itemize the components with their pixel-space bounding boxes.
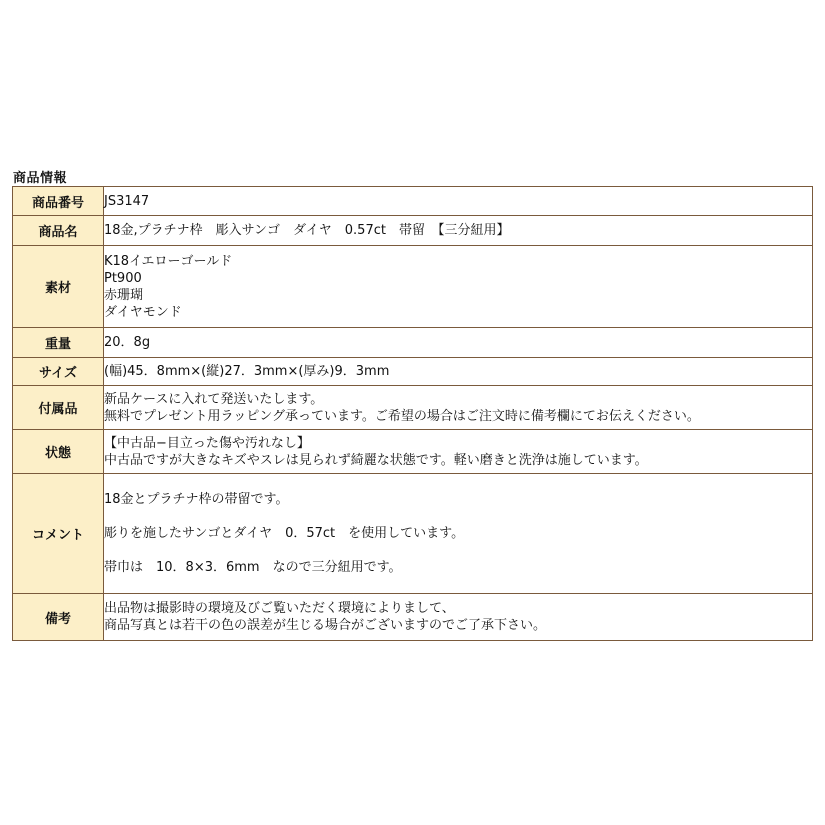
row-comment: [13, 474, 813, 594]
row-material: [13, 246, 813, 328]
row-notes: [13, 594, 813, 641]
value-comment: [104, 474, 813, 594]
value-line: 新品ケースに入れて発送いたします。: [104, 391, 324, 407]
value-notes: [104, 594, 813, 641]
row-product-number: [13, 187, 813, 216]
label-material: 素材: [13, 246, 104, 328]
row-weight: [13, 328, 813, 358]
value-line: JS3147: [104, 193, 150, 209]
value-product-name: [104, 216, 813, 246]
value-line: 【中古品−目立った傷や汚れなし】: [104, 435, 310, 451]
value-line: 彫りを施したサンゴとダイヤ 0．57ct を使用しています。: [104, 526, 465, 541]
value-line: 無料でプレゼント用ラッピング承っています。ご希望の場合はご注文時に備考欄にてお伝えください。: [104, 408, 700, 424]
value-condition: [104, 430, 813, 474]
value-line: 商品写真とは若干の色の誤差が生じる場合がございますのでご了承下さい。: [104, 618, 547, 633]
value-line: 中古品ですが大きなキズやスレは見られず綺麗な状態です。軽い磨きと洗浄は施しています。: [104, 452, 648, 468]
value-line: ダイヤモンド: [104, 304, 182, 320]
value-weight: [104, 328, 813, 358]
row-accessories: [13, 386, 813, 430]
label-product-number: 商品番号: [13, 187, 104, 216]
row-condition: [13, 430, 813, 474]
value-accessories: [104, 386, 813, 430]
row-product-name: [13, 216, 813, 246]
label-weight: 重量: [13, 328, 104, 358]
section-title: 商品情報: [13, 171, 68, 186]
product-info-table: [12, 186, 813, 641]
value-line: 18金とプラチナ枠の帯留です。: [104, 492, 289, 507]
value-line: 赤珊瑚: [104, 287, 144, 303]
value-line: 出品物は撮影時の環境及びご覧いただく環境によりまして、: [104, 601, 455, 616]
row-size: [13, 358, 813, 386]
value-line: 18金,プラチナ枠 彫入サンゴ ダイヤ 0.57ct 帯留 【三分紐用】: [104, 223, 510, 238]
value-product-number: [104, 187, 813, 216]
value-line: 帯巾は 10．8×3．6mm なので三分紐用です。: [104, 560, 402, 575]
blank-line: [104, 542, 812, 559]
value-material: [104, 246, 813, 328]
value-line: K18イエローゴールド: [104, 253, 233, 269]
value-size: [104, 358, 813, 386]
label-accessories: 付属品: [13, 386, 104, 430]
label-notes: 備考: [13, 594, 104, 641]
value-line: 20．8g: [104, 335, 151, 350]
value-line: (幅)45．8mm×(縦)27．3mm×(厚み)9．3mm: [104, 364, 390, 379]
blank-line: [104, 508, 812, 525]
label-comment: コメント: [13, 474, 104, 594]
label-product-name: 商品名: [13, 216, 104, 246]
label-condition: 状態: [13, 430, 104, 474]
value-line: Pt900: [104, 270, 142, 286]
label-size: サイズ: [13, 358, 104, 386]
